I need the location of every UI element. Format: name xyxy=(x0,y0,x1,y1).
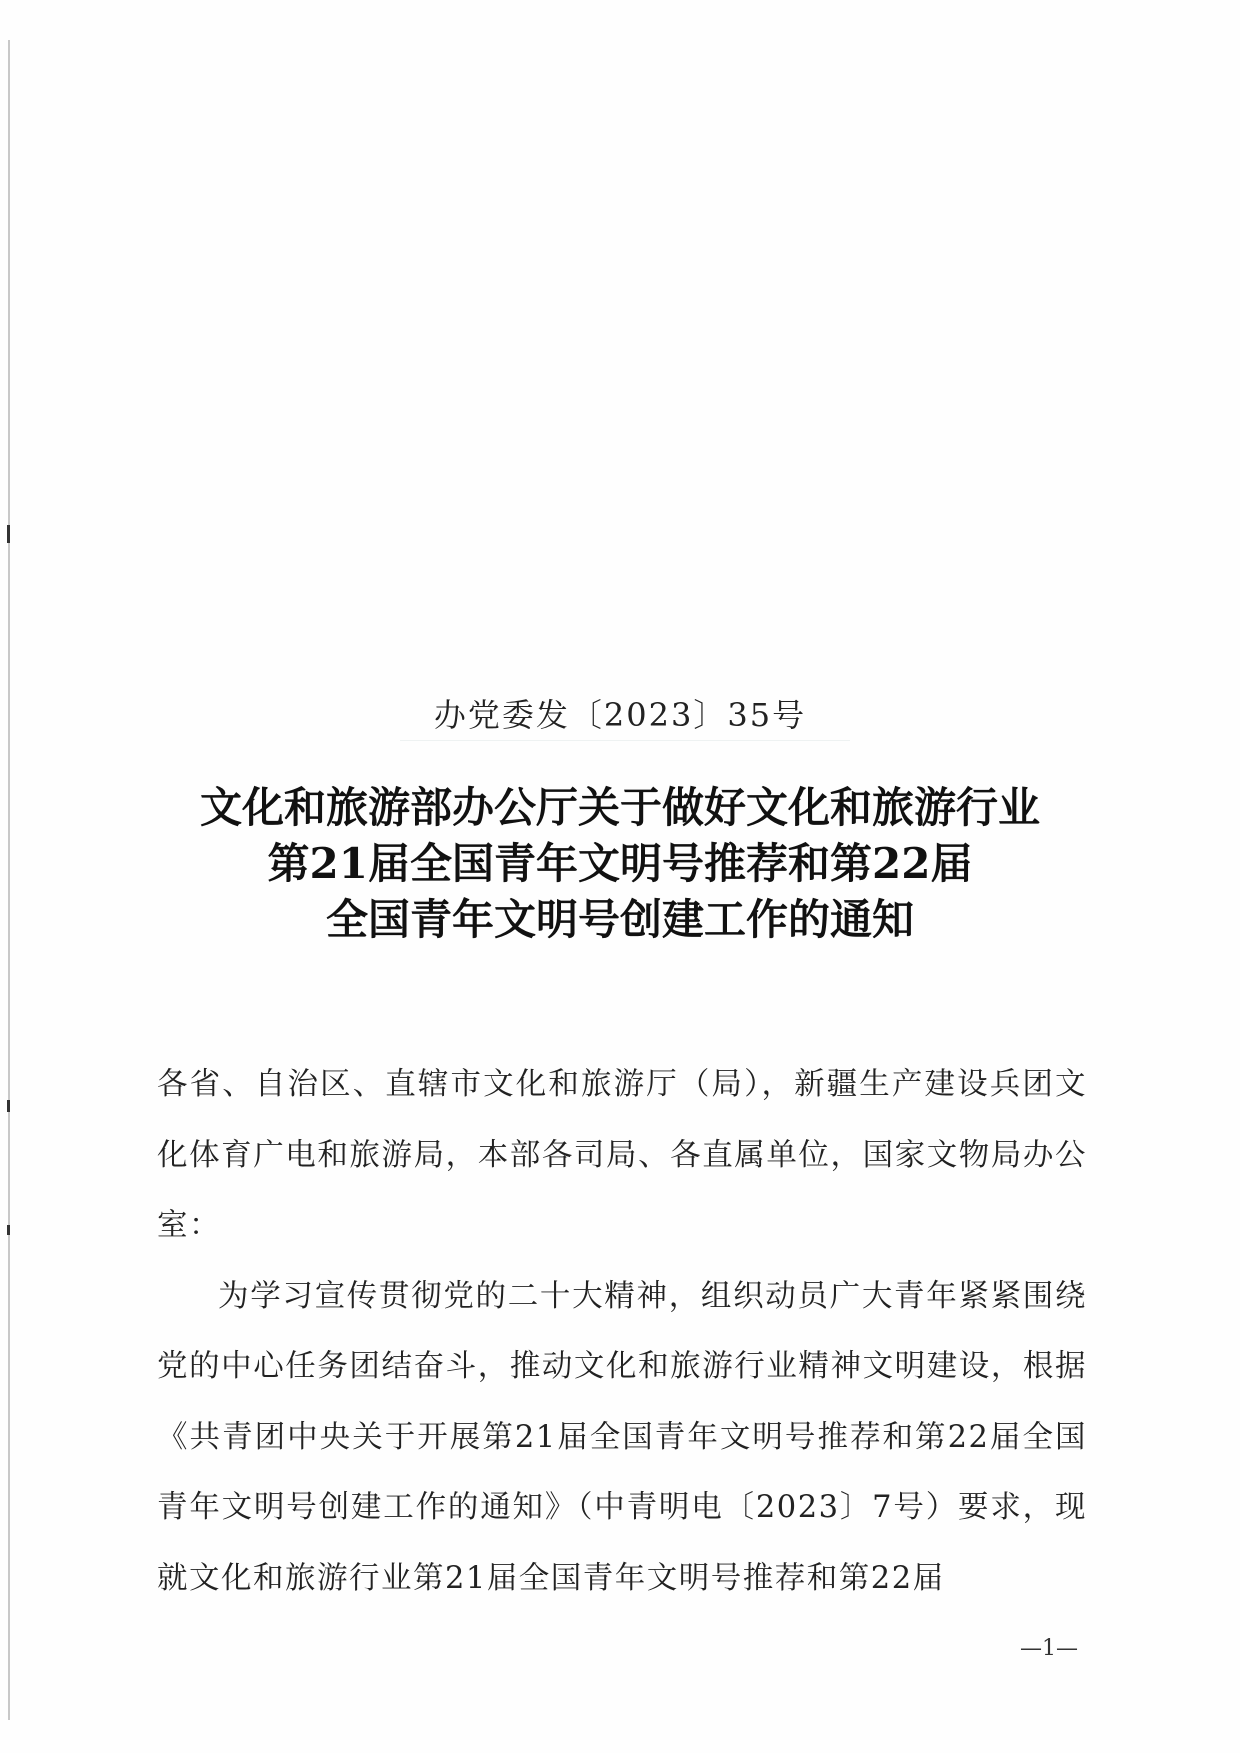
document-body xyxy=(157,1050,1087,1614)
document-title xyxy=(0,780,1240,948)
document-number: 办党委发〔2023〕35号 xyxy=(433,696,807,734)
scan-binding-mark xyxy=(7,525,10,543)
title-line: 第21届全国青年文明号推荐和第22届 xyxy=(267,839,973,888)
body-paragraph: 为学习宣传贯彻党的二十大精神，组织动员广大青年紧紧围绕党的中心任务团结奋斗，推动文化和旅游行业精神文明建设，根据《共青团中央关于开展第21届全国青年文明号推荐和第22届全国青年文明号创建工作的通知》（中青明电〔2023〕7号）要求，现就文化和旅游行业第21届全国青年文明号推荐和第22届 xyxy=(157,1278,1087,1596)
title-line: 全国青年文明号创建工作的通知 xyxy=(325,895,914,944)
scan-binding-mark xyxy=(7,1100,10,1112)
page-number: —1— xyxy=(1020,1636,1078,1661)
title-line: 文化和旅游部办公厅关于做好文化和旅游行业 xyxy=(199,783,1040,832)
header-separator xyxy=(400,740,850,741)
addressee: 各省、自治区、直辖市文化和旅游厅（局），新疆生产建设兵团文化体育广电和旅游局，本部各司局、各直属单位，国家文物局办公室： xyxy=(157,1067,1087,1243)
scan-binding-mark xyxy=(7,1225,10,1235)
